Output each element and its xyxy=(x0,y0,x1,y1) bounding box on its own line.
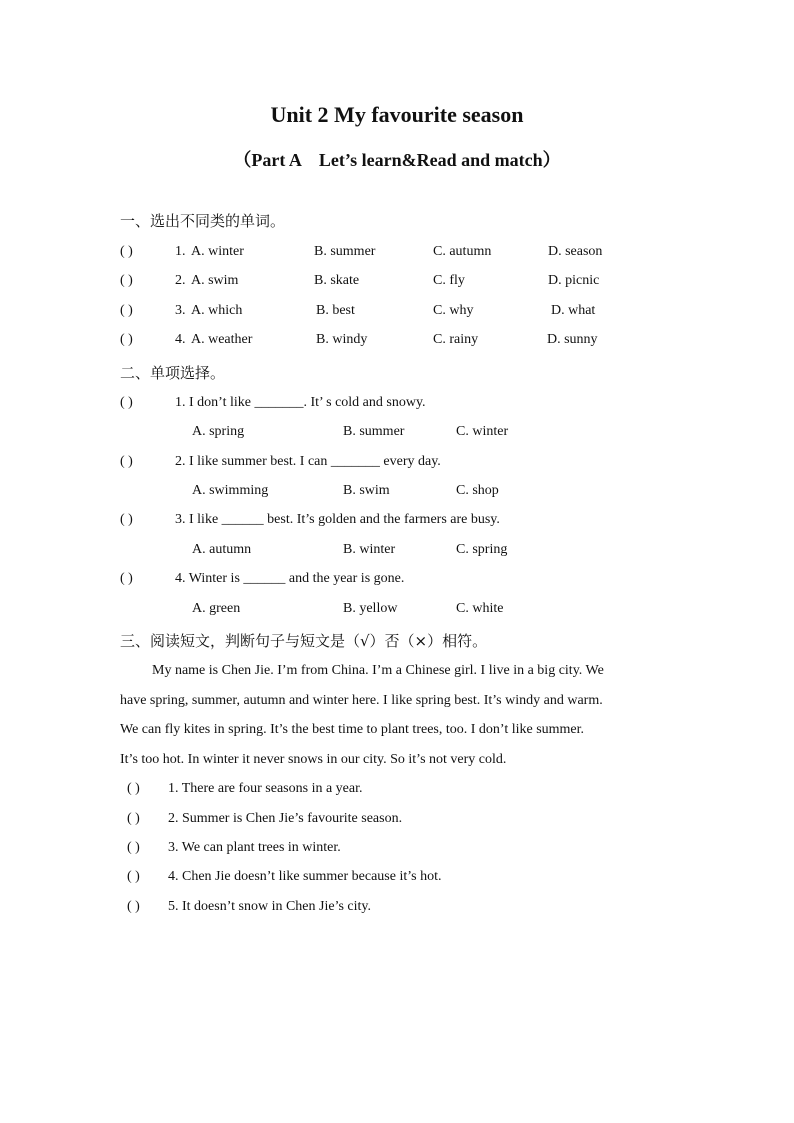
option-b: B. windy xyxy=(316,332,368,347)
passage-line: It’s too hot. In winter it never snows in our city. So it’s not very cold. xyxy=(120,752,507,767)
section2-heading: 二、单项选择。 xyxy=(120,364,226,382)
option-a: A. swim xyxy=(191,273,239,288)
option-d: D. picnic xyxy=(548,273,600,288)
passage-line: My name is Chen Jie. I’m from China. I’m a Chinese girl. I live in a big city. We xyxy=(152,663,604,678)
section3-heading: 三、阅读短文，判断句子与短文是（√）否（×）相符。 xyxy=(120,632,488,650)
option-c: C. autumn xyxy=(433,244,492,259)
option-d: D. sunny xyxy=(547,332,598,347)
option-a: A. green xyxy=(192,601,241,616)
option-d: D. season xyxy=(548,244,603,259)
answer-blank[interactable]: ( ) xyxy=(120,454,133,469)
page-subtitle: （Part A Let’s learn&Read and match） xyxy=(233,150,561,170)
statement-text: 2. Summer is Chen Jie’s favourite season. xyxy=(168,811,403,826)
option-d: D. what xyxy=(551,303,596,318)
question-text: 1. I don’t like _______. It’ s cold and snowy. xyxy=(175,395,426,410)
passage-line: We can fly kites in spring. It’s the best time to plant trees, too. I don’t like summer. xyxy=(120,722,585,737)
answer-blank[interactable]: ( ) xyxy=(127,781,140,796)
question-number: 1. xyxy=(175,244,186,259)
option-c: C. shop xyxy=(456,483,499,498)
option-b: B. summer xyxy=(343,424,405,439)
answer-blank[interactable]: ( ) xyxy=(127,840,140,855)
answer-blank[interactable]: ( ) xyxy=(120,571,133,586)
passage-line: have spring, summer, autumn and winter here. I like spring best. It’s windy and warm. xyxy=(120,693,603,708)
statement-text: 4. Chen Jie doesn’t like summer because it’s hot. xyxy=(168,869,442,884)
option-c: C. white xyxy=(456,601,504,616)
answer-blank[interactable]: ( ) xyxy=(120,273,133,288)
answer-blank[interactable]: ( ) xyxy=(127,869,140,884)
option-a: A. autumn xyxy=(192,542,252,557)
question-number: 3. xyxy=(175,303,186,318)
option-a: A. weather xyxy=(191,332,253,347)
question-number: 2. xyxy=(175,273,186,288)
option-c: C. fly xyxy=(433,273,465,288)
statement-text: 5. It doesn’t snow in Chen Jie’s city. xyxy=(168,899,371,914)
answer-blank[interactable]: ( ) xyxy=(120,244,133,259)
section1-heading: 一、选出不同类的单词。 xyxy=(120,212,286,230)
answer-blank[interactable]: ( ) xyxy=(120,512,133,527)
option-c: C. rainy xyxy=(433,332,479,347)
answer-blank[interactable]: ( ) xyxy=(127,811,140,826)
statement-text: 3. We can plant trees in winter. xyxy=(168,840,341,855)
option-b: B. swim xyxy=(343,483,390,498)
option-a: A. spring xyxy=(192,424,245,439)
option-a: A. which xyxy=(191,303,243,318)
answer-blank[interactable]: ( ) xyxy=(120,303,133,318)
option-c: C. why xyxy=(433,303,474,318)
option-b: B. best xyxy=(316,303,355,318)
option-b: B. skate xyxy=(314,273,360,288)
option-c: C. winter xyxy=(456,424,509,439)
option-b: B. winter xyxy=(343,542,396,557)
answer-blank[interactable]: ( ) xyxy=(127,899,140,914)
option-c: C. spring xyxy=(456,542,508,557)
question-text: 2. I like summer best. I can _______ every day. xyxy=(175,454,441,469)
option-b: B. yellow xyxy=(343,601,398,616)
statement-text: 1. There are four seasons in a year. xyxy=(168,781,363,796)
answer-blank[interactable]: ( ) xyxy=(120,332,133,347)
answer-blank[interactable]: ( ) xyxy=(120,395,133,410)
option-a: A. winter xyxy=(191,244,244,259)
question-text: 3. I like ______ best. It’s golden and the farmers are busy. xyxy=(175,512,500,527)
question-text: 4. Winter is ______ and the year is gone. xyxy=(175,571,405,586)
question-number: 4. xyxy=(175,332,186,347)
option-a: A. swimming xyxy=(192,483,269,498)
page-title: Unit 2 My favourite season xyxy=(270,102,524,127)
option-b: B. summer xyxy=(314,244,376,259)
